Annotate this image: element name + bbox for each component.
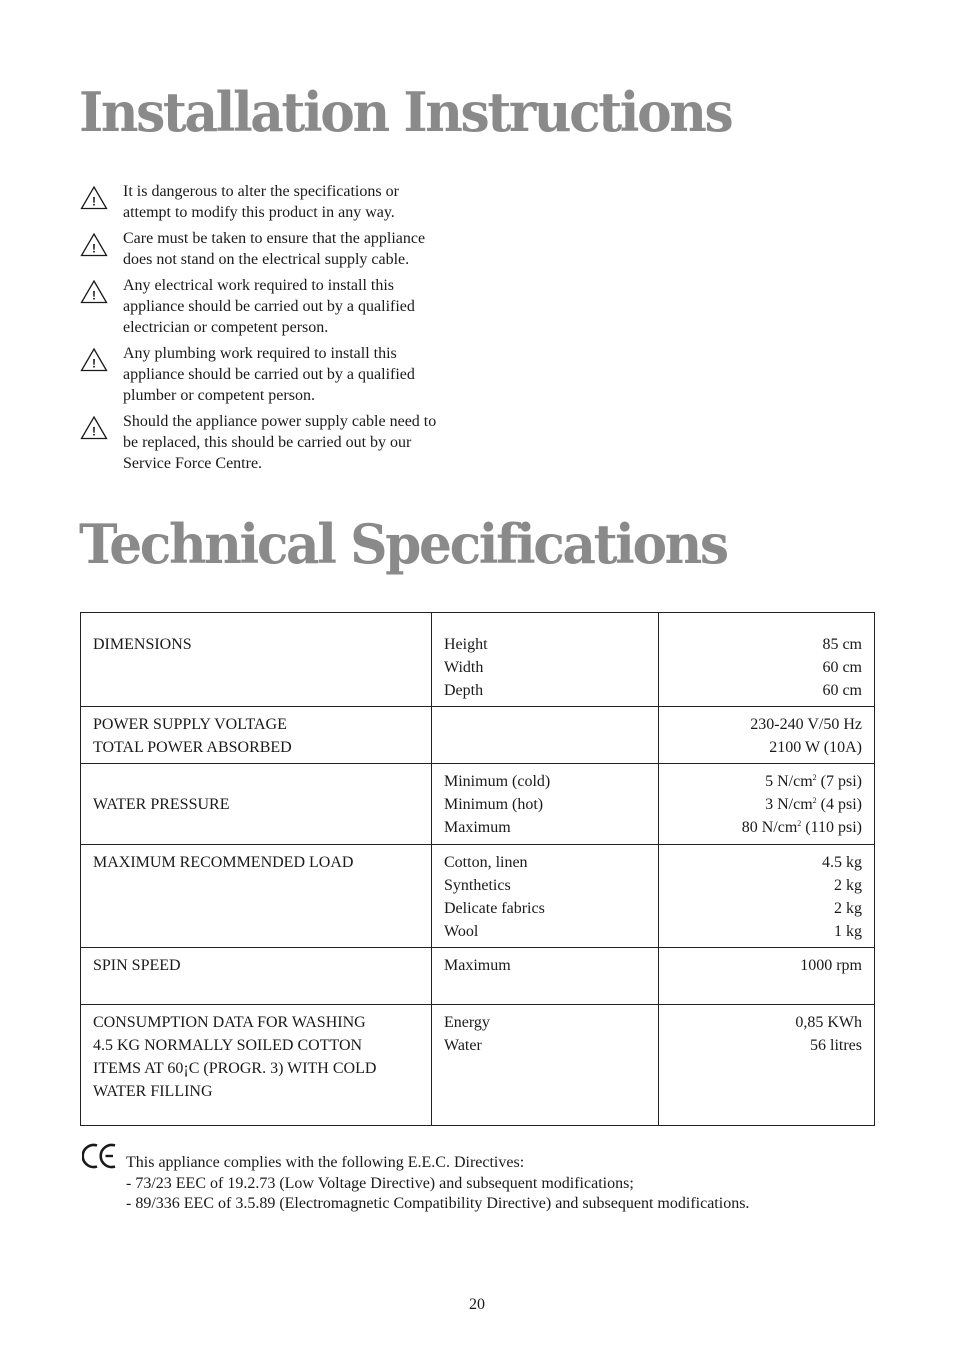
spec-category: WATER FILLING xyxy=(93,1083,213,1100)
spec-label: Synthetics xyxy=(444,877,511,894)
spec-value: 2100 W (10A) xyxy=(769,739,862,756)
spec-label: Wool xyxy=(444,923,479,940)
warning-triangle-icon xyxy=(80,347,108,373)
spec-category: CONSUMPTION DATA FOR WASHING xyxy=(93,1014,366,1031)
compliance-intro: This appliance complies with the following E.E.C. Directives: xyxy=(126,1154,525,1171)
specifications-table xyxy=(80,612,875,1126)
superscript: 2 xyxy=(812,796,817,805)
spec-value-cell xyxy=(659,707,875,764)
spec-value-number: 3 N/cm xyxy=(765,796,813,813)
spec-category: SPIN SPEED xyxy=(93,957,181,974)
spec-label: Height xyxy=(444,636,488,653)
technical-specifications-heading: Technical Specifications xyxy=(79,512,727,576)
spec-label: Delicate fabrics xyxy=(444,900,545,917)
spec-value: 230-240 V/50 Hz xyxy=(750,716,862,733)
warning-text-line: Care must be taken to ensure that the appliance xyxy=(123,230,426,247)
warning-triangle-icon xyxy=(80,415,108,441)
spec-value xyxy=(671,816,862,839)
warning-text-line: It is dangerous to alter the specifications or xyxy=(123,183,399,200)
spec-category: MAXIMUM RECOMMENDED LOAD xyxy=(93,854,354,871)
spec-category-cell xyxy=(81,764,432,845)
svg-text:!: ! xyxy=(92,194,96,209)
warning-text-line: plumber or competent person. xyxy=(123,387,315,404)
spec-label: Cotton, linen xyxy=(444,854,528,871)
spec-label-cell xyxy=(432,613,659,707)
spec-value: 1000 rpm xyxy=(800,957,862,974)
superscript: 2 xyxy=(797,819,802,828)
spec-value-cell xyxy=(659,613,875,707)
warning-text-line: be replaced, this should be carried out by our xyxy=(123,434,412,451)
spec-category-cell xyxy=(81,613,432,707)
spec-value: 56 litres xyxy=(810,1037,862,1054)
warning-triangle-icon xyxy=(80,232,108,258)
spec-category-cell xyxy=(81,1005,432,1126)
warning-text-line: Should the appliance power supply cable need to xyxy=(123,413,437,430)
svg-text:!: ! xyxy=(92,288,96,303)
warning-text xyxy=(123,275,468,338)
spec-value xyxy=(671,770,862,793)
table-row xyxy=(81,764,875,845)
ce-mark-icon xyxy=(82,1141,118,1171)
spec-value-number: 5 N/cm xyxy=(765,773,813,790)
warning-text-line: Any electrical work required to install this xyxy=(123,277,395,294)
warning-triangle-icon xyxy=(80,185,108,211)
table-row xyxy=(81,1005,875,1126)
warning-text xyxy=(123,228,468,270)
spec-category: TOTAL POWER ABSORBED xyxy=(93,739,292,756)
spec-value-cell xyxy=(659,948,875,1005)
spec-label: Water xyxy=(444,1037,482,1054)
svg-text:!: ! xyxy=(92,356,96,371)
superscript: 2 xyxy=(812,773,817,782)
warning-text xyxy=(123,181,468,223)
warning-item xyxy=(80,411,470,474)
spec-value: 2 kg xyxy=(834,877,862,894)
table-row xyxy=(81,845,875,948)
warning-text-line: Service Force Centre. xyxy=(123,455,263,472)
spec-value xyxy=(671,793,862,816)
warning-text-line: does not stand on the electrical supply cable. xyxy=(123,251,410,268)
spec-label-cell xyxy=(432,948,659,1005)
warning-text-line: appliance should be carried out by a qualified xyxy=(123,366,415,383)
warning-text-line: attempt to modify this product in any way. xyxy=(123,204,395,221)
warning-text-line: electrician or competent person. xyxy=(123,319,329,336)
svg-text:!: ! xyxy=(92,241,96,256)
spec-value: 1 kg xyxy=(834,923,862,940)
page-number: 20 xyxy=(469,1296,485,1313)
spec-label: Maximum xyxy=(444,819,511,836)
table-row xyxy=(81,707,875,764)
spec-label: Maximum xyxy=(444,957,511,974)
spec-category-cell xyxy=(81,948,432,1005)
spec-value: 2 kg xyxy=(834,900,862,917)
spec-value-unit: (4 psi) xyxy=(816,796,862,813)
spec-category: POWER SUPPLY VOLTAGE xyxy=(93,716,287,733)
warning-triangle-icon xyxy=(80,279,108,305)
spec-label: Minimum (cold) xyxy=(444,773,551,790)
warning-item xyxy=(80,275,470,338)
spec-category-cell xyxy=(81,845,432,948)
warning-item xyxy=(80,181,470,223)
spec-value: 4.5 kg xyxy=(822,854,862,871)
spec-label-cell xyxy=(432,845,659,948)
spec-category: ITEMS AT 60¡C (PROGR. 3) WITH COLD xyxy=(93,1060,377,1077)
spec-category-cell xyxy=(81,707,432,764)
spec-value-number: 80 N/cm xyxy=(741,819,798,836)
spec-label: Energy xyxy=(444,1014,490,1031)
warning-item xyxy=(80,343,470,406)
warning-text-line: Any plumbing work required to install this xyxy=(123,345,397,362)
spec-value: 85 cm xyxy=(822,636,862,653)
table-row xyxy=(81,613,875,707)
spec-value-unit: (7 psi) xyxy=(816,773,862,790)
svg-text:!: ! xyxy=(92,424,96,439)
spec-value-cell xyxy=(659,845,875,948)
directive-item: - 73/23 EEC of 19.2.73 (Low Voltage Directive) and subsequent modifications; xyxy=(126,1174,634,1192)
spec-category: 4.5 KG NORMALLY SOILED COTTON xyxy=(93,1037,363,1054)
spec-value: 60 cm xyxy=(822,682,862,699)
table-row xyxy=(81,948,875,1005)
spec-value: 0,85 KWh xyxy=(795,1014,862,1031)
directive-item: - 89/336 EEC of 3.5.89 (Electromagnetic Compatibility Directive) and subsequent modifications. xyxy=(126,1195,750,1212)
spec-label-cell xyxy=(432,707,659,764)
spec-value-cell xyxy=(659,764,875,845)
installation-warnings-list xyxy=(80,181,470,479)
spec-label: Minimum (hot) xyxy=(444,796,544,813)
spec-label: Depth xyxy=(444,682,484,699)
spec-category: WATER PRESSURE xyxy=(93,795,230,813)
warning-item xyxy=(80,228,470,270)
spec-label-cell xyxy=(432,1005,659,1126)
spec-category: DIMENSIONS xyxy=(93,636,192,653)
spec-value-cell xyxy=(659,1005,875,1126)
warning-text-line: appliance should be carried out by a qualified xyxy=(123,298,415,315)
installation-instructions-heading: Installation Instructions xyxy=(79,80,732,144)
spec-value-unit: (110 psi) xyxy=(801,819,862,836)
compliance-statement xyxy=(126,1153,749,1215)
warning-text xyxy=(123,411,468,474)
spec-value: 60 cm xyxy=(822,659,862,676)
warning-text xyxy=(123,343,468,406)
spec-label: Width xyxy=(444,659,484,676)
spec-label-cell xyxy=(432,764,659,845)
